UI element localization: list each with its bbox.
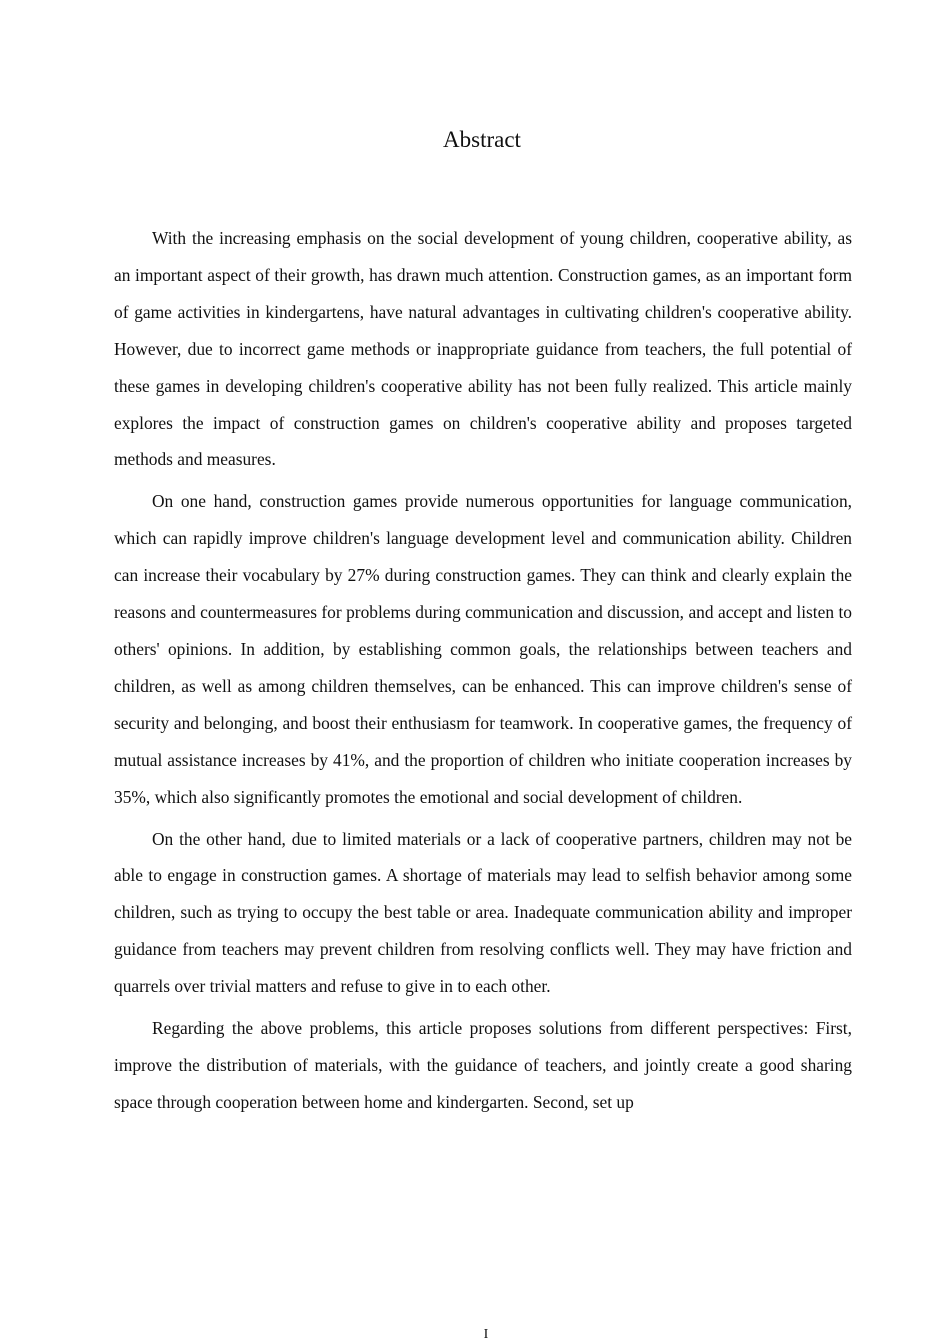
paragraph-4: Regarding the above problems, this article proposes solutions from different perspectives: First, improve the distribution of materials, with the guidance of teachers, and jointly create a good sharing space through cooperation between home and kindergarten. Second, set up	[114, 1018, 852, 1112]
paragraph-3: On the other hand, due to limited materials or a lack of cooperative partners, children may not be able to engage in construction games. A shortage of materials may lead to selfish behavior among some children, such as trying to occupy the best table or area. Inadequate communication ability and improper guidance from teachers may prevent children from resolving conflicts well. They may have friction and quarrels over trivial matters and refuse to give in to each other.	[114, 828, 852, 997]
abstract-title: Abstract	[443, 127, 521, 152]
paragraph-1: With the increasing emphasis on the social development of young children, cooperative ability, as an important aspect of their growth, has drawn much attention. Construction games, as an important form of game activities in kindergartens, have natural advantages in cultivating children's cooperative ability. However, due to incorrect game methods or inappropriate guidance from teachers, the full potential of these games in developing children's cooperative ability has not been fully realized. This article mainly explores the impact of construction games on children's cooperative ability and proposes targeted methods and measures.	[114, 228, 852, 470]
page-number: I	[483, 1327, 489, 1342]
paragraph-2: On one hand, construction games provide numerous opportunities for language communication, which can rapidly improve children's language development level and communication ability. Children can increase their vocabulary by 27% during construction games. They can think and clearly explain the reasons and countermeasures for problems during communication and discussion, and accept and listen to others' opinions. In addition, by establishing common goals, the relationships between teachers and children, as well as among children themselves, can be enhanced. This can improve children's sense of security and belonging, and boost their enthusiasm for teamwork. In cooperative games, the frequency of mutual assistance increases by 41%, and the proportion of children who initiate cooperation increases by 35%, which also significantly promotes the emotional and social development of children.	[114, 491, 852, 807]
abstract-body	[114, 220, 852, 1126]
